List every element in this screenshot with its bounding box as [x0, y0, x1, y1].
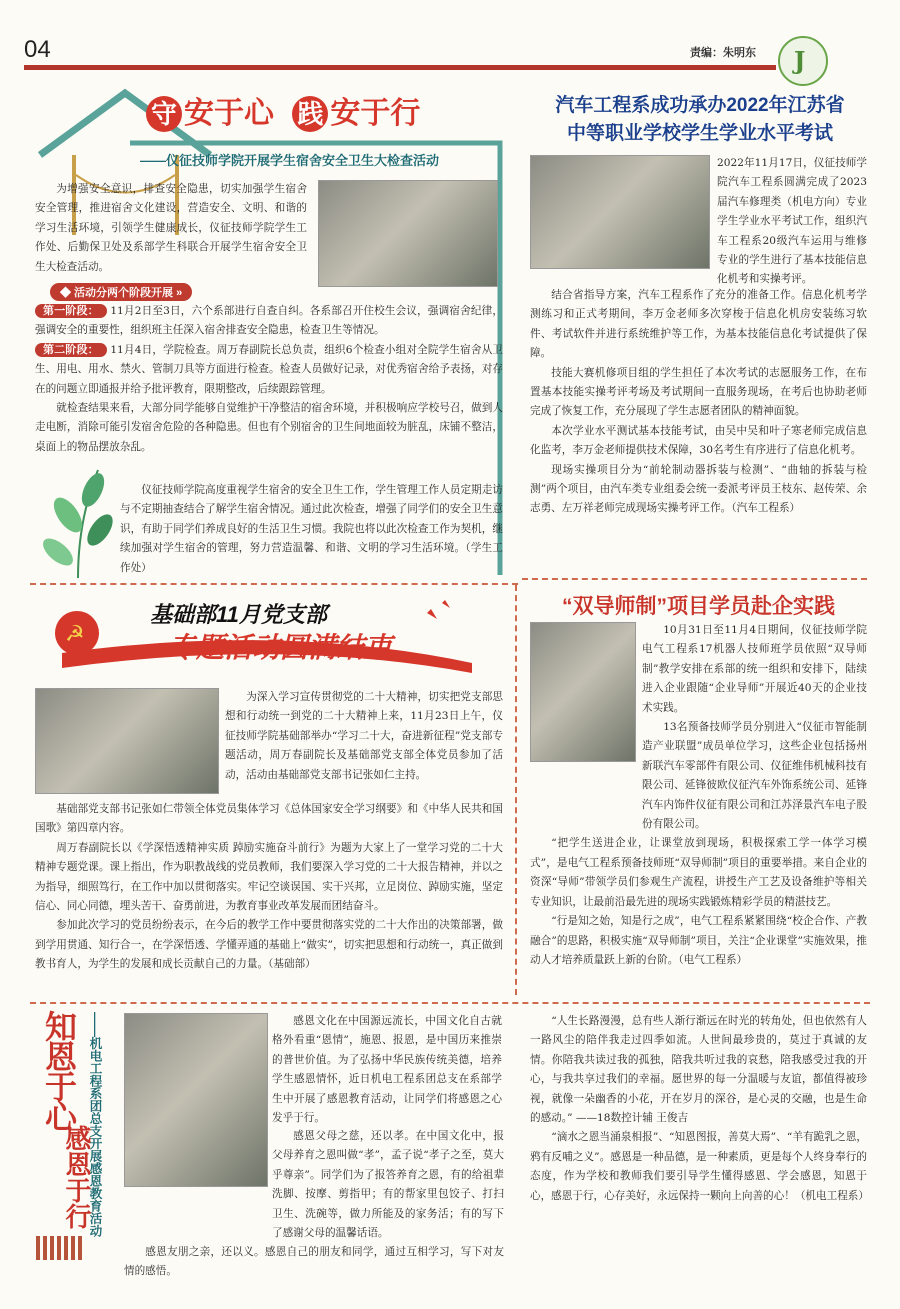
- page-number: 04: [24, 36, 51, 63]
- article3-para3: 周万春副院长以《学深悟透精神实质 踔励实施奋斗前行》为题为大家上了一堂学习党的二十大精神专题党课。课上指出，作为职教战线的党员教师，我们要深入学习党的二十大报告精神，并以之为指导，细照笃行，在工作中加以贯彻落实。牢记空谈误国、实干兴邦，立足岗位、踔励实施，坚定信心、同心同德，埋头苦干、奋勇前进，为教育事业改革发展而团结奋斗。: [35, 841, 503, 913]
- title-part-d: 安于行: [330, 97, 421, 130]
- book-stack-icon: [36, 1236, 84, 1260]
- article5-side-title-bottom: 感恩于行: [61, 1125, 91, 1229]
- article2-title-line1: 汽车工程系成功承办2022年江苏省: [555, 95, 845, 116]
- section-divider-left: [30, 583, 518, 585]
- phase1-label: 第一阶段：: [35, 304, 107, 318]
- phase1-text: 11月2日至3日，六个系部进行自查自纠。各系部召开住校生会议，强调宿舍纪律，强调安全的重要性，组织班主任深入宿舍排查安全隐患，检查卫生等情况。: [35, 305, 504, 337]
- article1-para4: 仪征技师学院高度重视学生宿舍的安全卫生工作，学生管理工作人员定期走访与不定期抽查结合了解学生宿舍情况。通过此次检查，增强了同学们的安全卫生意识，有助于同学们养成良好的生活卫生习惯。我院也将以此次检查工作为契机，继续加强对学生宿舍的管理，努力营造温馨、和谐、文明的学习生活环境。（学生工作处）: [120, 484, 503, 574]
- section-divider-right: [522, 578, 867, 580]
- article4-para2: 13名预备技师学员分别进入“仪征市智能制造产业联盟”成员单位学习，这些企业包括扬州新联汽车零部件有限公司、仪征维伟机械科技有限公司、延锋彼欧仪征汽车外饰系统公司、延锋汽车内饰件仪征有限公司和江苏泽景汽车电子股份有限公司。: [642, 721, 867, 831]
- article4-para1: 10月31日至11月4日期间，仪征技师学院电气工程系17机器人技师班学员依照“双导师制”教学安排在系部的统一组织和安排下，陆续进入企业跟随“企业导师”开展近40天的企业技术实践。: [642, 624, 867, 714]
- phases-banner: ◆ 活动分两个阶段开展 »: [50, 283, 192, 301]
- dorm-inspection-photo: [318, 180, 498, 287]
- article4-title: “双导师制”项目学员赴企实践: [562, 595, 835, 618]
- article5-para5: “滴水之恩当涌泉相报”、“知恩图报，善莫大焉”、“羊有跪乳之恩，鸦有反哺之义”。感恩是一种品德，是一种素质，更是每个人终身奉行的态度，作为学校和教师我们要引导学生懂得感恩、学会感恩，知恩于心，感恩于行，心存美好，永远保持一颗向上向善的心！（机电工程系）: [530, 1131, 869, 1202]
- article1-para3: 就检查结果来看，大部分同学能够自觉维护干净整洁的宿舍环境，并积极响应学校号召，做到人走电断，消除可能引发宿舍危险的各种隐患。但也有个别宿舍的卫生间地面较为脏乱，床铺不整洁，桌面上的物品摆放杂乱。: [35, 402, 503, 453]
- phase2-label: 第二阶段：: [35, 343, 107, 357]
- header-rule: [24, 65, 776, 70]
- title-part-b: 安于心: [184, 97, 274, 130]
- section-divider-bottom: [30, 1002, 870, 1004]
- article1-title: [146, 88, 420, 132]
- article3-para2: 基础部党支部书记张如仁带领全体党员集体学习《总体国家安全学习纲要》和《中华人民共和国国歌》第四章内容。: [35, 803, 503, 835]
- title-circle-shou: 守: [146, 96, 182, 132]
- article3-para4: 参加此次学习的党员纷纷表示，在今后的教学工作中要贯彻落实党的二十大作出的决策部署，做到学用贯通、知行合一，在学深悟透、学懂弄通的基础上“做实”，切实把思想和行动统一，真正做到教书育人，为学生的发展和成长贡献自己的力量。（基础部）: [35, 919, 503, 971]
- article3-title-line2: 专题活动圆满结束: [168, 632, 393, 663]
- article2-para2: 结合省指导方案，汽车工程系作了充分的准备工作。信息化机考学测练习和正式考期间，李万金老师多次穿梭于信息化机房安装练习软件、考试软件并进行系统维护等工作，为基本技能信息化考试提供了保障。: [530, 289, 867, 360]
- article2-title: [530, 92, 870, 148]
- editor-credit: 责编：朱明东: [690, 46, 756, 59]
- school-logo: J: [778, 36, 828, 86]
- article1-intro: 为增强安全意识，排查安全隐患，切实加强学生宿舍安全管理，推进宿舍文化建设，营造安全、文明、和谐的学习生活环境，引领学生健康成长，仪征技师学院学生工作处、后勤保卫处及系部学生科联合开展学生宿舍安全卫生大检查活动。: [35, 183, 307, 273]
- column-divider: [515, 585, 517, 995]
- side-title-top: 知恩于心: [40, 1010, 78, 1130]
- phase2-text: 11月4日，学院检查。周万春副院长总负责，组织6个检查小组对全院学生宿舍从卫生、用电、用水、禁火、管制刀具等方面进行检查。检查人员做好记录，对优秀宿舍给予表扬，对存在的问题立即通报并给予批评教育，限期整改，后续跟踪管理。: [35, 343, 504, 395]
- article4-para3: “把学生送进企业，让课堂放到现场，积极探索工学一体学习模式”，是电气工程系预备技师班“双导师制”项目的重要举措。来自企业的资深“导师”带领学员们参观生产流程，讲授生产工艺及设备维护等相关专业知识，让最前沿最先进的现场实践锻炼精彩学员的精湛技艺。: [530, 837, 867, 908]
- article2-para3: 技能大赛机修项目组的学生担任了本次考试的志愿服务工作，在布置基本技能实操考评考场及考试期间一直服务现场，在考后也协助老师完成了恢复工作，充分展现了学生志愿者团队的精神面貌。: [530, 366, 867, 418]
- leaf-plant-icon: [38, 460, 116, 578]
- article1-subtitle: ——仪征技师学院开展学生宿舍安全卫生大检查活动: [140, 153, 440, 168]
- article4-para4: “行是知之始，知是行之成”，电气工程系紧紧围绕“校企合作、产教融合”的思路，积极实施“双导师制”项目，关注“企业课堂”实施效果，推动人才培养质量跃上新的台阶。（电气工程系）: [530, 915, 867, 966]
- article5-side-subtitle: ——机电工程系团总支开展感恩教育活动: [88, 1012, 102, 1237]
- article2-para4: 本次学业水平测试基本技能考试，由吴中吴和叶子寒老师完成信息化监考，李万金老师提供技术保障，30名考生有序进行了信息化机考。: [530, 424, 867, 457]
- article5-para3: 感恩友朋之亲，还以义。感恩自己的朋友和同学，通过互相学习，写下对友情的感悟。: [124, 1246, 504, 1278]
- article5-para1: 感恩文化在中国源远流长，中国文化自古就格外看重“恩情”，施恩、报恩，是中国历来推崇的普世价值。为了弘扬中华民族传统美德，培养学生感恩情怀，近日机电工程系团总支在系部学生中开展了感恩教育活动，让同学们将感恩之心发乎于行。: [272, 1015, 502, 1125]
- article5-para4: “人生长路漫漫，总有些人渐行渐远在时光的转角处，但也依然有人一路风尘的陪伴我走过四季如流。人世间最珍贵的，莫过于真诚的友情。你陪我共读过我的孤独，陪我共听过我的哀愁，陪我感受过我的开心，与我共享过我们的幸福。愿世界的每一分温暖与友谊，都值得被珍视，就像一朵幽香的小花，开在岁月的深谷，是心灵的交融，也是生命的感动。” ——18数控计辅 王俊吉: [530, 1015, 867, 1125]
- phase1-paragraph: [35, 302, 503, 341]
- phase2-paragraph: [35, 341, 503, 399]
- article3-para1: 为深入学习宣传贯彻党的二十大精神，切实把党支部思想和行动统一到党的二十大精神上来，11月23日上午，仪征技师学院基础部举办“学习二十大，奋进新征程”党支部专题活动，周万春副院长及基础部党支部全体党员参加了活动，活动由基础部党支部书记张如仁主持。: [225, 691, 503, 781]
- party-meeting-photo: [35, 688, 219, 794]
- article5-para2: 感恩父母之慈，还以孝。在中国文化中，报父母养育之恩叫做“孝”，孟子说“孝子之至，莫大乎尊亲”。同学们为了报答养育之恩，有的给祖辈洗脚、按摩、剪指甲；有的帮家里包饺子、打扫卫生、洗碗等，做力所能及的家务活；有的写下了感谢父母的温馨话语。: [272, 1130, 504, 1240]
- svg-text:☭: ☭: [65, 622, 85, 647]
- title-circle-jian: 践: [292, 96, 328, 132]
- article3-title-line1: 基础部11月党支部: [150, 602, 327, 627]
- article2-para5: 现场实操项目分为“前轮制动器拆装与检测”、“曲轴的拆装与检测”两个项目，由汽车类专业组委会统一委派考评员王枝东、赵传荣、余志勇、左万祥老师完成现场实操考评工作。（汽车工程系）: [530, 463, 867, 515]
- article2-para1: 2022年11月17日，仪征技师学院汽车工程系圆满完成了2023届汽车修理类（机电方向）专业学生学业水平考试工作，组织汽车工程系20级汽车运用与维修专业的学生进行了基本技能信息化机考和实操考评。: [717, 157, 867, 286]
- article2-title-line2: 中等职业学校学生学业水平考试: [566, 123, 833, 144]
